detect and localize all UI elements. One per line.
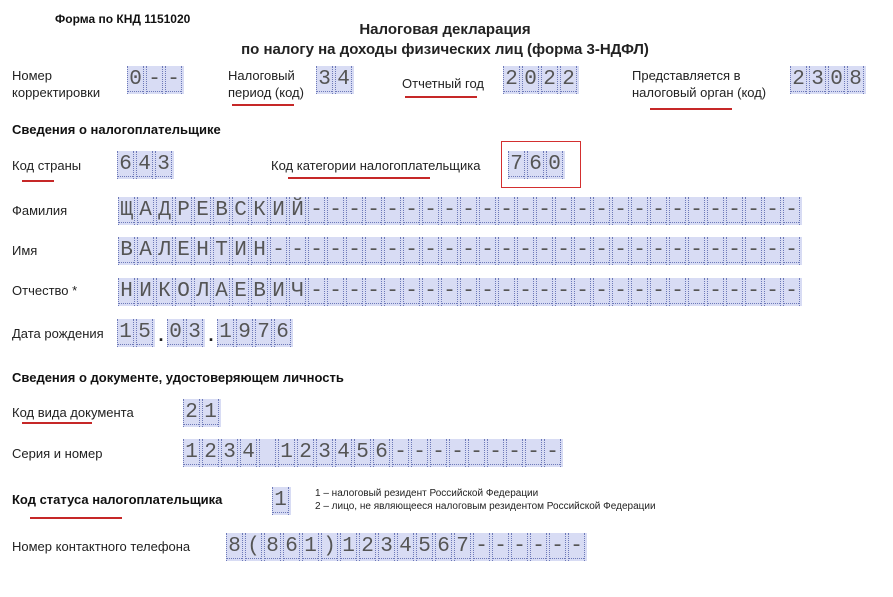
category-underline [288,177,430,179]
year-label: Отчетный год [402,76,484,91]
char-cell: - [384,197,401,225]
char-cell: 1 [202,399,219,427]
taxpayer-section-title: Сведения о налогоплательщике [12,122,221,137]
char-cell: 9 [236,319,253,347]
status-label: Код статуса налогоплательщика [12,492,223,507]
country-label: Код страны [12,158,82,173]
char-cell: 0 [167,319,184,347]
char-cell: - [669,197,686,225]
char-cell: И [270,197,287,225]
authority-label-line-2: налоговый орган (код) [632,85,767,100]
doc-type-underline [22,422,92,424]
char-cell: - [403,197,420,225]
authority-label [632,67,766,101]
char-cell: - [707,278,724,306]
char-cell: 6 [527,151,544,179]
char-cell: - [487,439,504,467]
char-cell: - [308,237,325,265]
char-cell: 0 [546,151,563,179]
char-cell: - [650,237,667,265]
char-cell: - [612,278,629,306]
phone-field[interactable] [226,533,587,561]
char-cell: - [384,278,401,306]
correction-field[interactable] [127,66,184,94]
char-cell: Ч [289,278,306,306]
char-cell: - [593,237,610,265]
birth-date-field[interactable] [117,319,293,347]
char-cell: 3 [186,319,203,347]
char-cell: Н [251,237,268,265]
char-cell: - [492,533,509,561]
char-cell: - [422,197,439,225]
char-cell: - [555,278,572,306]
char-cell: 1 [183,439,200,467]
char-cell: - [536,278,553,306]
char-cell: - [441,278,458,306]
char-cell: - [517,278,534,306]
status-underline [30,517,122,519]
char-cell: 7 [508,151,525,179]
char-cell: - [568,533,585,561]
char-cell: - [365,278,382,306]
char-cell: - [165,66,182,94]
correction-label-line-2: корректировки [12,85,101,100]
char-cell: - [745,197,762,225]
char-cell: 6 [373,439,390,467]
char-cell: - [327,278,344,306]
char-cell: - [783,197,800,225]
char-cell: - [327,237,344,265]
document-section-title: Сведения о документе, удостоверяющем личность [12,370,344,385]
char-cell: - [593,197,610,225]
char-cell: - [764,237,781,265]
category-label: Код категории налогоплательщика [271,158,481,173]
char-cell: - [726,237,743,265]
char-cell: - [365,237,382,265]
series-field[interactable] [183,439,563,467]
char-cell: - [498,197,515,225]
char-cell: 6 [435,533,452,561]
char-cell: - [327,197,344,225]
patronymic-field[interactable] [118,278,802,306]
char-cell: - [612,237,629,265]
char-cell: И [270,278,287,306]
title-line-2: по налогу на доходы физических лиц (форма 3-НДФЛ) [241,41,649,58]
char-cell: 1 [217,319,234,347]
char-cell: - [631,237,648,265]
char-cell: - [593,278,610,306]
char-cell: - [270,237,287,265]
char-cell: ( [245,533,262,561]
char-cell: Й [289,197,306,225]
char-cell: - [688,197,705,225]
char-cell: 2 [541,66,558,94]
char-cell: - [650,197,667,225]
form-code: Форма по КНД 1151020 [55,12,191,26]
char-cell: - [669,237,686,265]
char-cell: И [232,237,249,265]
char-cell: В [118,237,135,265]
char-cell: 3 [316,66,333,94]
char-cell: 1 [340,533,357,561]
char-cell: ) [321,533,338,561]
char-cell: 4 [397,533,414,561]
char-cell: 2 [183,399,200,427]
surname-field[interactable] [118,197,802,225]
correction-label-line-1: Номер [12,68,53,83]
status-notes [315,487,656,513]
char-cell: - [506,439,523,467]
date-separator-2: . [205,319,217,347]
char-cell: - [726,197,743,225]
char-cell: 2 [790,66,807,94]
correction-label [12,67,100,101]
char-cell: - [479,237,496,265]
char-cell: Л [156,237,173,265]
char-cell: Л [194,278,211,306]
char-cell: 3 [809,66,826,94]
char-cell: 8 [847,66,864,94]
char-cell: 2 [560,66,577,94]
name-field[interactable] [118,237,802,265]
char-cell: - [650,278,667,306]
char-cell: Т [213,237,230,265]
char-cell: 1 [272,487,289,515]
char-cell: - [346,197,363,225]
char-cell: - [346,278,363,306]
char-cell: 1 [278,439,295,467]
char-cell: - [384,237,401,265]
birth-label: Дата рождения [12,326,104,341]
year-underline [405,96,477,98]
char-cell: 5 [416,533,433,561]
char-cell: - [403,278,420,306]
char-cell: 2 [297,439,314,467]
char-cell: - [460,197,477,225]
char-cell: 4 [136,151,153,179]
char-cell: 1 [117,319,134,347]
char-cell: 4 [240,439,257,467]
char-cell: - [411,439,428,467]
char-cell: 8 [226,533,243,561]
char-cell: 2 [503,66,520,94]
char-cell: - [549,533,566,561]
authority-label-line-1: Представляется в [632,68,741,83]
char-cell: - [688,278,705,306]
char-cell: Е [175,237,192,265]
char-cell: А [213,278,230,306]
char-cell: В [213,197,230,225]
char-cell: - [473,533,490,561]
char-cell: - [745,278,762,306]
doc-type-label: Код вида документа [12,405,134,420]
char-cell: - [460,278,477,306]
char-cell: - [764,197,781,225]
char-cell: - [574,237,591,265]
char-cell: - [517,197,534,225]
title-line-1: Налоговая декларация [359,21,531,38]
char-cell: 4 [335,66,352,94]
char-cell: 3 [316,439,333,467]
char-cell: - [707,237,724,265]
char-cell: О [175,278,192,306]
char-cell: И [137,278,154,306]
char-cell: - [745,237,762,265]
char-cell: К [251,197,268,225]
period-label-line-2: период (код) [228,85,304,100]
status-note-1: 1 – налоговый резидент Российской Федерации [315,488,539,499]
char-cell: Н [194,237,211,265]
char-cell: - [308,197,325,225]
char-cell: - [544,439,561,467]
char-cell: - [441,237,458,265]
char-cell: 8 [264,533,281,561]
date-separator-1: . [155,319,167,347]
char-cell: 1 [302,533,319,561]
period-field[interactable] [316,66,354,94]
series-label: Серия и номер [12,446,103,461]
char-cell: А [137,237,154,265]
authority-field[interactable] [790,66,866,94]
char-cell: - [479,197,496,225]
char-cell: - [530,533,547,561]
char-cell: - [511,533,528,561]
char-cell: А [137,197,154,225]
char-cell: Щ [118,197,135,225]
char-cell: - [498,237,515,265]
char-cell: С [232,197,249,225]
char-cell: 3 [378,533,395,561]
char-cell: 5 [354,439,371,467]
char-cell: - [783,237,800,265]
char-cell: - [555,237,572,265]
char-cell: - [574,278,591,306]
period-label [228,67,304,101]
char-cell: Д [156,197,173,225]
char-cell: 0 [127,66,144,94]
char-cell: - [365,197,382,225]
patronymic-label: Отчество * [12,283,78,298]
page-title [180,20,710,60]
authority-underline [650,108,732,110]
birth-month-field[interactable] [167,319,205,347]
char-cell: - [146,66,163,94]
char-cell: - [422,237,439,265]
char-cell [259,439,276,467]
char-cell: 5 [136,319,153,347]
birth-year-field[interactable] [217,319,293,347]
char-cell: - [422,278,439,306]
char-cell: Е [232,278,249,306]
char-cell: 0 [522,66,539,94]
char-cell: 3 [221,439,238,467]
char-cell: 7 [255,319,272,347]
char-cell: - [555,197,572,225]
status-field[interactable] [272,487,291,515]
char-cell: - [517,237,534,265]
char-cell: 2 [359,533,376,561]
char-cell: - [536,237,553,265]
char-cell: - [308,278,325,306]
surname-label: Фамилия [12,203,68,218]
char-cell: - [631,197,648,225]
char-cell: - [688,237,705,265]
char-cell: - [430,439,447,467]
year-field[interactable] [503,66,579,94]
country-underline [22,180,54,182]
char-cell: - [612,197,629,225]
char-cell: - [764,278,781,306]
char-cell: - [631,278,648,306]
char-cell: - [460,237,477,265]
char-cell: 6 [274,319,291,347]
char-cell: - [707,197,724,225]
char-cell: 6 [117,151,134,179]
char-cell: 0 [828,66,845,94]
phone-label: Номер контактного телефона [12,539,191,554]
char-cell: - [403,237,420,265]
category-field[interactable] [508,151,565,179]
char-cell: - [574,197,591,225]
country-field[interactable] [117,151,174,179]
char-cell: 3 [155,151,172,179]
birth-day-field[interactable] [117,319,155,347]
char-cell: К [156,278,173,306]
char-cell: - [525,439,542,467]
char-cell: Е [194,197,211,225]
char-cell: 2 [202,439,219,467]
status-note-2: 2 – лицо, не являющееся налоговым резидентом Российской Федерации [315,501,656,512]
char-cell: - [479,278,496,306]
char-cell: 6 [283,533,300,561]
name-label: Имя [12,243,38,258]
char-cell: В [251,278,268,306]
char-cell: - [783,278,800,306]
period-underline [232,104,294,106]
char-cell: - [726,278,743,306]
char-cell: - [392,439,409,467]
char-cell: - [449,439,466,467]
char-cell: Н [118,278,135,306]
char-cell: - [536,197,553,225]
char-cell: 7 [454,533,471,561]
doc-type-field[interactable] [183,399,221,427]
period-label-line-1: Налоговый [228,68,295,83]
char-cell: - [289,237,306,265]
char-cell: - [498,278,515,306]
char-cell: 4 [335,439,352,467]
char-cell: - [441,197,458,225]
char-cell: - [468,439,485,467]
char-cell: - [669,278,686,306]
char-cell: - [346,237,363,265]
char-cell: Р [175,197,192,225]
